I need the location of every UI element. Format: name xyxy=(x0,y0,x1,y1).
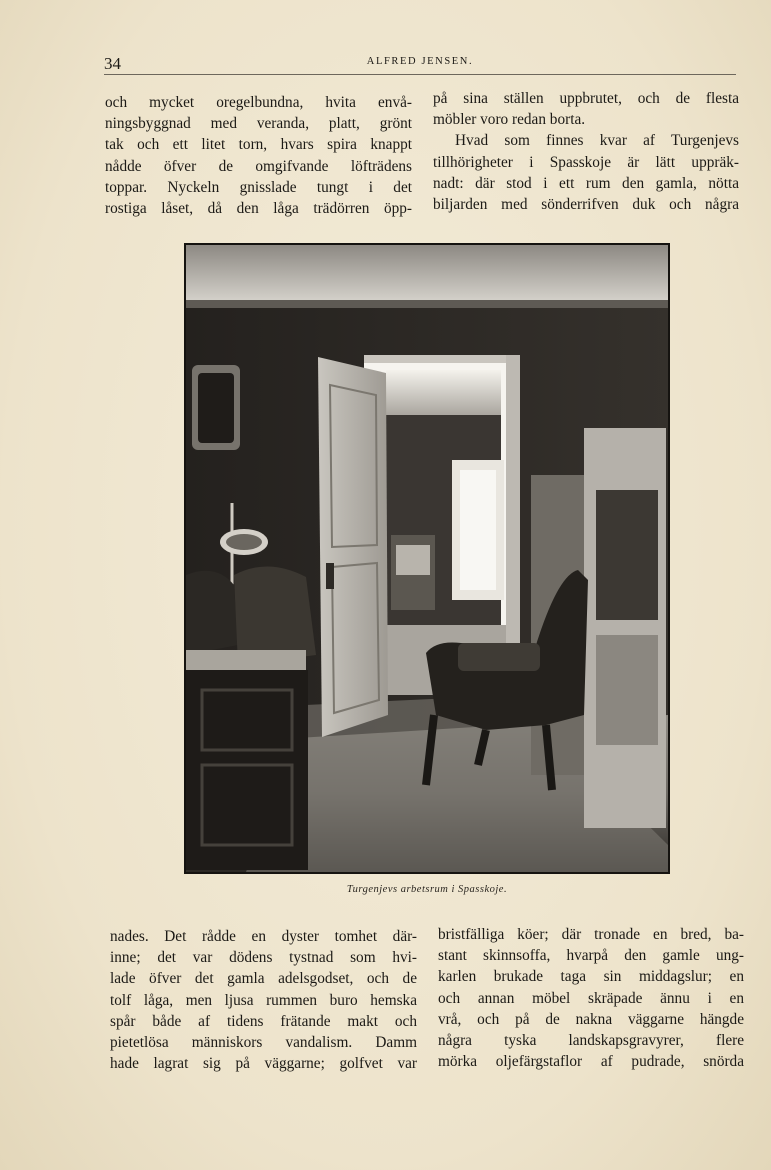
text-line: ningsbyggnad med veranda, platt, grönt xyxy=(105,115,412,133)
text-line: toppar. Nyckeln gnisslade tungt i det xyxy=(105,178,412,196)
text-line: inne; det var dödens tystnad som hvi- xyxy=(110,949,417,967)
text-line: och annan möbel skräpade ännu i en xyxy=(438,989,744,1007)
text-line: på sina ställen uppbrutet, och de flesta xyxy=(433,90,739,107)
text-line: pietetlösa människors vandalism. Damm xyxy=(110,1034,417,1052)
text-line: spår både af tidens frätande makt och xyxy=(110,1012,417,1030)
text-line: karlen brukade taga sin middagslur; en xyxy=(438,968,744,986)
text-line: bristfälliga köer; där tronade en bred, ba- xyxy=(438,926,744,943)
text-line: tak och ett litet torn, hvars spira knappt xyxy=(105,136,412,154)
text-line: hade lagrat sig på väggarne; golfvet var xyxy=(110,1055,417,1073)
text-line: nades. Det rådde en dyster tomhet där- xyxy=(110,928,417,945)
text-line: möbler voro redan borta. xyxy=(433,111,586,129)
text-line: några tyska landskapsgravyrer, flere xyxy=(438,1032,744,1050)
figure-caption: Turgenjevs arbetsrum i Spasskoje. xyxy=(346,884,508,895)
text-line: stant skinnsoffa, hvarpå den gamle ung- xyxy=(438,947,744,965)
text-line: biljarden med sönderrifven duk och några xyxy=(433,196,739,214)
text-column-top-left xyxy=(105,92,412,219)
interior-photo-illustration xyxy=(186,245,668,872)
text-line: rostiga låset, då den låga trädörren öpp- xyxy=(105,200,412,218)
text-line: lade öfver det gamla adelsgodset, och de xyxy=(110,970,417,988)
running-head: ALFRED JENSEN. xyxy=(366,56,474,67)
photograph-turgenev-study xyxy=(184,243,670,874)
text-column-bottom-right xyxy=(438,924,744,1072)
text-line: Hvad som finnes kvar af Turgenjevs xyxy=(455,132,739,150)
text-line: nådde öfver de omgifvande löfträdens xyxy=(105,157,412,175)
text-line: mörka oljefärgstaflor af pudrade, snörda xyxy=(438,1053,744,1071)
text-line: nadt: där stod i ett rum den gamla, nötta xyxy=(433,174,739,192)
text-column-top-right xyxy=(433,88,739,215)
page-header xyxy=(104,52,736,75)
text-line: tolf låga, men ljusa rummen buro hemska xyxy=(110,991,417,1009)
text-line: vrå, och på de nakna väggarne hängde xyxy=(438,1010,744,1028)
page-number: 34 xyxy=(104,54,121,73)
text-line: tillhörigheter i Spasskoje är lätt uppräk- xyxy=(433,153,739,171)
text-line: och mycket oregelbundna, hvita envå- xyxy=(105,94,412,111)
text-column-bottom-left xyxy=(110,926,417,1074)
